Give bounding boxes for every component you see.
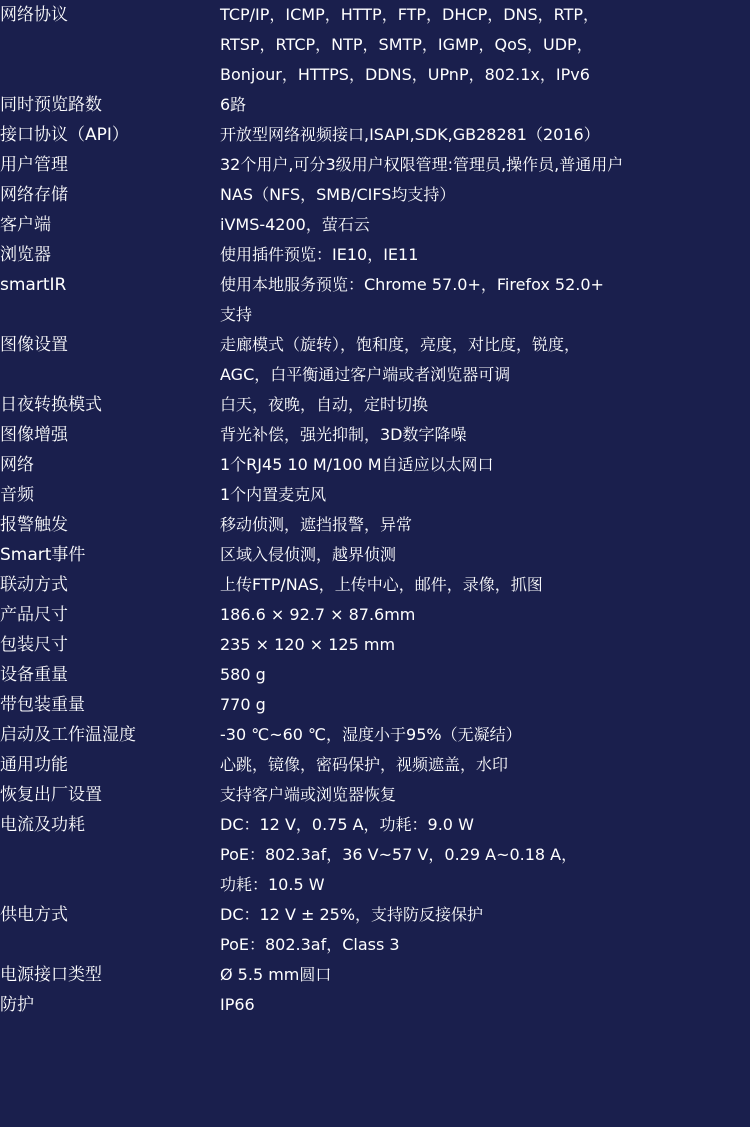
table-row	[0, 330, 750, 390]
table-row	[0, 240, 750, 270]
spec-value-line: IP66	[220, 995, 255, 1014]
spec-value-line: 235 × 120 × 125 mm	[220, 635, 396, 654]
spec-value-cell	[220, 180, 750, 210]
spec-value-cell	[220, 600, 750, 630]
spec-value-cell	[220, 900, 750, 960]
spec-value-cell	[220, 390, 750, 420]
table-row	[0, 120, 750, 150]
spec-label-cell: 用户管理	[0, 155, 68, 175]
spec-value-line: 使用插件预览：IE10，IE11	[220, 245, 419, 264]
spec-label-cell: 浏览器	[0, 245, 51, 265]
spec-label-cell: 网络	[0, 455, 34, 475]
spec-value-line: DC：12 V，0.75 A，功耗：9.0 W	[220, 815, 474, 834]
table-row	[0, 270, 750, 330]
table-row	[0, 900, 750, 960]
spec-label-cell: Smart事件	[0, 545, 86, 565]
spec-value-cell	[220, 660, 750, 690]
table-row	[0, 90, 750, 120]
spec-label-cell: 联动方式	[0, 575, 68, 595]
table-row	[0, 480, 750, 510]
table-row	[0, 570, 750, 600]
table-row	[0, 660, 750, 690]
table-row	[0, 420, 750, 450]
spec-value-cell	[220, 750, 750, 780]
spec-value-cell	[220, 90, 750, 120]
spec-value-line: 186.6 × 92.7 × 87.6mm	[220, 605, 416, 624]
spec-value-line: 走廊模式（旋转），饱和度，亮度，对比度，锐度，	[220, 335, 581, 354]
spec-value-line: 功耗：10.5 W	[220, 875, 325, 894]
spec-label-cell: 网络协议	[0, 5, 68, 25]
spec-value-cell	[220, 510, 750, 540]
spec-label-cell: 包装尺寸	[0, 635, 68, 655]
spec-label-cell: 防护	[0, 995, 34, 1015]
spec-value-line: 1个RJ45 10 M/100 M自适应以太网口	[220, 455, 494, 474]
spec-value-line: 心跳，镜像，密码保护，视频遮盖，水印	[220, 755, 509, 774]
table-row	[0, 510, 750, 540]
spec-value-line: 支持	[220, 305, 253, 324]
spec-value-line: Ø 5.5 mm圆口	[220, 965, 332, 984]
table-row	[0, 450, 750, 480]
spec-value-cell	[220, 240, 750, 270]
spec-label-cell: 启动及工作温湿度	[0, 725, 136, 745]
table-row	[0, 690, 750, 720]
spec-label-cell: 电源接口类型	[0, 965, 102, 985]
spec-label-cell: 带包装重量	[0, 695, 85, 715]
spec-label-cell: 恢复出厂设置	[0, 785, 102, 805]
spec-value-cell	[220, 780, 750, 810]
spec-label-cell: 通用功能	[0, 755, 68, 775]
spec-value-line: Bonjour，HTTPS，DDNS，UPnP，802.1x，IPv6	[220, 65, 590, 84]
spec-value-line: AGC，白平衡通过客户端或者浏览器可调	[220, 365, 511, 384]
table-row	[0, 540, 750, 570]
spec-value-cell	[220, 480, 750, 510]
spec-value-line: 移动侦测，遮挡报警，异常	[220, 515, 413, 534]
spec-value-line: RTSP，RTCP，NTP，SMTP，IGMP，QoS，UDP，	[220, 35, 593, 54]
spec-value-line: 32个用户,可分3级用户权限管理:管理员,操作员,普通用户	[220, 155, 624, 174]
spec-label-cell: 电流及功耗	[0, 815, 85, 835]
spec-value-cell	[220, 330, 750, 390]
spec-value-line: TCP/IP，ICMP，HTTP，FTP，DHCP，DNS，RTP，	[220, 5, 600, 24]
table-row	[0, 0, 750, 90]
spec-value-cell	[220, 420, 750, 450]
spec-value-cell	[220, 150, 750, 180]
spec-value-line: -30 ℃~60 ℃，湿度小于95%（无凝结）	[220, 725, 522, 744]
spec-label-cell: 供电方式	[0, 905, 68, 925]
spec-value-cell	[220, 720, 750, 750]
spec-value-line: 上传FTP/NAS，上传中心，邮件，录像，抓图	[220, 575, 543, 594]
spec-value-cell	[220, 690, 750, 720]
table-row	[0, 390, 750, 420]
spec-label-cell: 图像增强	[0, 425, 68, 445]
spec-value-line: 6路	[220, 95, 247, 114]
table-row	[0, 150, 750, 180]
spec-label-cell: 产品尺寸	[0, 605, 68, 625]
spec-value-cell	[220, 270, 750, 330]
table-row	[0, 180, 750, 210]
spec-value-line: iVMS-4200，萤石云	[220, 215, 370, 234]
spec-value-line: 580 g	[220, 665, 266, 684]
spec-value-line: DC：12 V ± 25%，支持防反接保护	[220, 905, 484, 924]
spec-value-cell	[220, 540, 750, 570]
spec-value-line: 支持客户端或浏览器恢复	[220, 785, 397, 804]
spec-label-cell: 设备重量	[0, 665, 68, 685]
spec-value-cell	[220, 630, 750, 660]
spec-value-line: 开放型网络视频接口,ISAPI,SDK,GB28281（2016）	[220, 125, 600, 144]
spec-label-cell: 同时预览路数	[0, 95, 102, 115]
table-row	[0, 960, 750, 990]
spec-label-cell: 客户端	[0, 215, 51, 235]
table-row	[0, 630, 750, 660]
table-row	[0, 600, 750, 630]
spec-value-line: 背光补偿，强光抑制，3D数字降噪	[220, 425, 467, 444]
spec-value-cell	[220, 210, 750, 240]
table-row	[0, 720, 750, 750]
table-row	[0, 210, 750, 240]
spec-label-cell: 报警触发	[0, 515, 68, 535]
table-row	[0, 780, 750, 810]
table-row	[0, 750, 750, 780]
spec-label-cell: 音频	[0, 485, 34, 505]
table-row	[0, 990, 750, 1020]
spec-value-line: 区域入侵侦测，越界侦测	[220, 545, 397, 564]
spec-label-cell: 网络存储	[0, 185, 68, 205]
spec-label-cell: 图像设置	[0, 335, 68, 355]
spec-value-cell	[220, 450, 750, 480]
spec-value-cell	[220, 120, 750, 150]
spec-value-cell	[220, 0, 750, 90]
spec-label-cell: 接口协议（API）	[0, 125, 129, 145]
spec-value-cell	[220, 570, 750, 600]
spec-value-line: PoE：802.3af，36 V~57 V，0.29 A~0.18 A，	[220, 845, 578, 864]
spec-value-line: 1个内置麦克风	[220, 485, 327, 504]
table-row	[0, 810, 750, 900]
spec-label-cell: smartIR	[0, 275, 67, 295]
spec-value-cell	[220, 990, 750, 1020]
spec-value-cell	[220, 960, 750, 990]
spec-label-cell: 日夜转换模式	[0, 395, 102, 415]
spec-value-line: NAS（NFS，SMB/CIFS均支持）	[220, 185, 456, 204]
spec-value-line: PoE：802.3af，Class 3	[220, 935, 400, 954]
spec-value-line: 白天，夜晚，自动，定时切换	[220, 395, 429, 414]
spec-value-cell	[220, 810, 750, 900]
spec-value-line: 770 g	[220, 695, 266, 714]
spec-value-line: 使用本地服务预览：Chrome 57.0+，Firefox 52.0+	[220, 275, 604, 294]
